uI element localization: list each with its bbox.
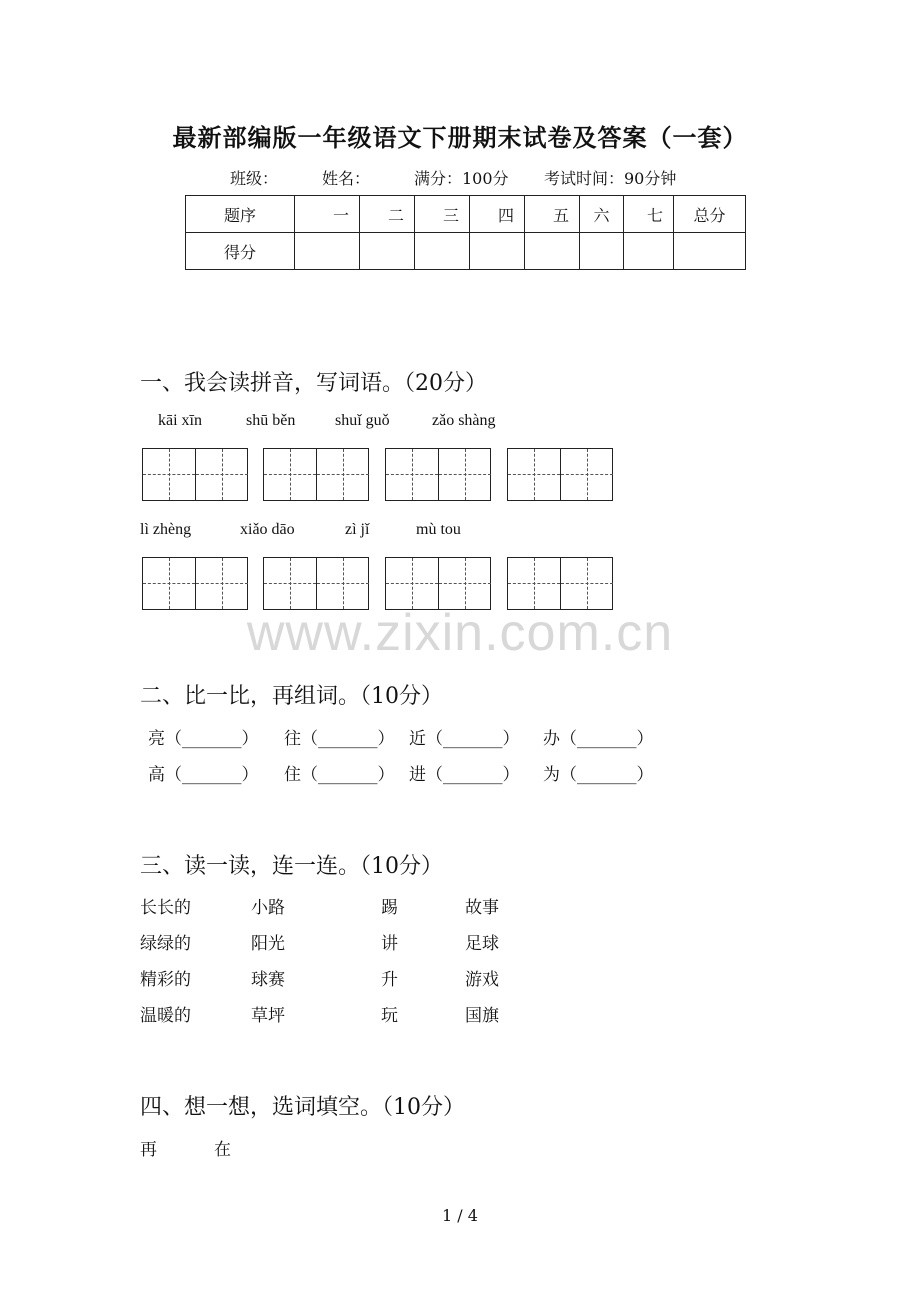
full-score-label: 满分：100分 bbox=[414, 169, 509, 188]
header-cell: 总分 bbox=[674, 196, 746, 233]
header-cell: 二 bbox=[360, 196, 415, 233]
pinyin-label: xiǎo dāo bbox=[240, 521, 295, 538]
section3-heading: 三、读一读，连一连。（10分） bbox=[140, 854, 443, 879]
header-cell: 三 bbox=[415, 196, 470, 233]
match-item[interactable]: 阳光 bbox=[251, 934, 285, 954]
writing-grid[interactable] bbox=[142, 448, 248, 501]
writing-grid[interactable] bbox=[263, 448, 369, 501]
match-item[interactable]: 绿绿的 bbox=[140, 934, 191, 954]
score-table-score-row bbox=[186, 233, 746, 270]
word-blank[interactable]: 高（_______） bbox=[148, 765, 259, 785]
pinyin-label: shū běn bbox=[246, 412, 296, 429]
choice-word: 再 bbox=[140, 1140, 157, 1160]
pinyin-label: mù tou bbox=[416, 521, 461, 538]
writing-grid[interactable] bbox=[385, 448, 491, 501]
score-cell[interactable] bbox=[525, 233, 580, 270]
header-cell: 题序 bbox=[186, 196, 295, 233]
word-blank[interactable]: 办（_______） bbox=[543, 729, 654, 749]
page-number: 1 / 4 bbox=[442, 1206, 478, 1225]
match-item[interactable]: 草坪 bbox=[251, 1006, 285, 1026]
writing-grid[interactable] bbox=[507, 448, 613, 501]
exam-time-label: 考试时间：90分钟 bbox=[544, 169, 677, 188]
match-item[interactable]: 踢 bbox=[381, 898, 398, 918]
match-item[interactable]: 足球 bbox=[465, 934, 499, 954]
match-item[interactable]: 球赛 bbox=[251, 970, 285, 990]
score-cell[interactable] bbox=[295, 233, 360, 270]
score-cell[interactable] bbox=[470, 233, 525, 270]
section1-heading: 一、我会读拼音，写词语。（20分） bbox=[140, 371, 487, 396]
match-item[interactable]: 小路 bbox=[251, 898, 285, 918]
section4-heading: 四、想一想，选词填空。（10分） bbox=[140, 1095, 465, 1120]
header-cell: 四 bbox=[470, 196, 525, 233]
match-item[interactable]: 讲 bbox=[381, 934, 398, 954]
choice-word: 在 bbox=[214, 1140, 231, 1160]
section2-heading: 二、比一比，再组词。（10分） bbox=[140, 684, 443, 709]
word-blank[interactable]: 进（_______） bbox=[409, 765, 520, 785]
match-item[interactable]: 游戏 bbox=[465, 970, 499, 990]
header-cell: 六 bbox=[580, 196, 624, 233]
score-cell[interactable] bbox=[624, 233, 674, 270]
pinyin-label: lì zhèng bbox=[140, 521, 192, 538]
match-item[interactable]: 玩 bbox=[381, 1006, 398, 1026]
match-item[interactable]: 故事 bbox=[465, 898, 499, 918]
word-blank[interactable]: 为（_______） bbox=[543, 765, 654, 785]
header-cell: 七 bbox=[624, 196, 674, 233]
match-item[interactable]: 升 bbox=[381, 970, 398, 990]
class-label: 班级： bbox=[230, 169, 279, 188]
match-item[interactable]: 长长的 bbox=[140, 898, 191, 918]
row-label-cell: 得分 bbox=[186, 233, 295, 270]
match-item[interactable]: 国旗 bbox=[465, 1006, 499, 1026]
pinyin-label: shuǐ guǒ bbox=[335, 412, 390, 429]
name-label: 姓名： bbox=[322, 169, 371, 188]
score-cell[interactable] bbox=[415, 233, 470, 270]
score-table-header-row bbox=[186, 196, 746, 233]
watermark: www.zixin.com.cn bbox=[246, 604, 674, 662]
score-cell[interactable] bbox=[360, 233, 415, 270]
pinyin-label: kāi xīn bbox=[158, 412, 202, 429]
pinyin-label: zǎo shàng bbox=[432, 412, 496, 429]
word-blank[interactable]: 近（_______） bbox=[409, 729, 520, 749]
match-item[interactable]: 精彩的 bbox=[140, 970, 191, 990]
score-table bbox=[185, 195, 746, 270]
score-cell[interactable] bbox=[580, 233, 624, 270]
match-item[interactable]: 温暖的 bbox=[140, 1006, 191, 1026]
page-title: 最新部编版一年级语文下册期末试卷及答案（一套） bbox=[172, 123, 748, 152]
pinyin-label: zì jǐ bbox=[345, 521, 370, 538]
word-blank[interactable]: 住（_______） bbox=[284, 765, 395, 785]
score-cell[interactable] bbox=[674, 233, 746, 270]
word-blank[interactable]: 亮（_______） bbox=[148, 729, 259, 749]
header-cell: 一 bbox=[295, 196, 360, 233]
header-cell: 五 bbox=[525, 196, 580, 233]
word-blank[interactable]: 往（_______） bbox=[284, 729, 395, 749]
